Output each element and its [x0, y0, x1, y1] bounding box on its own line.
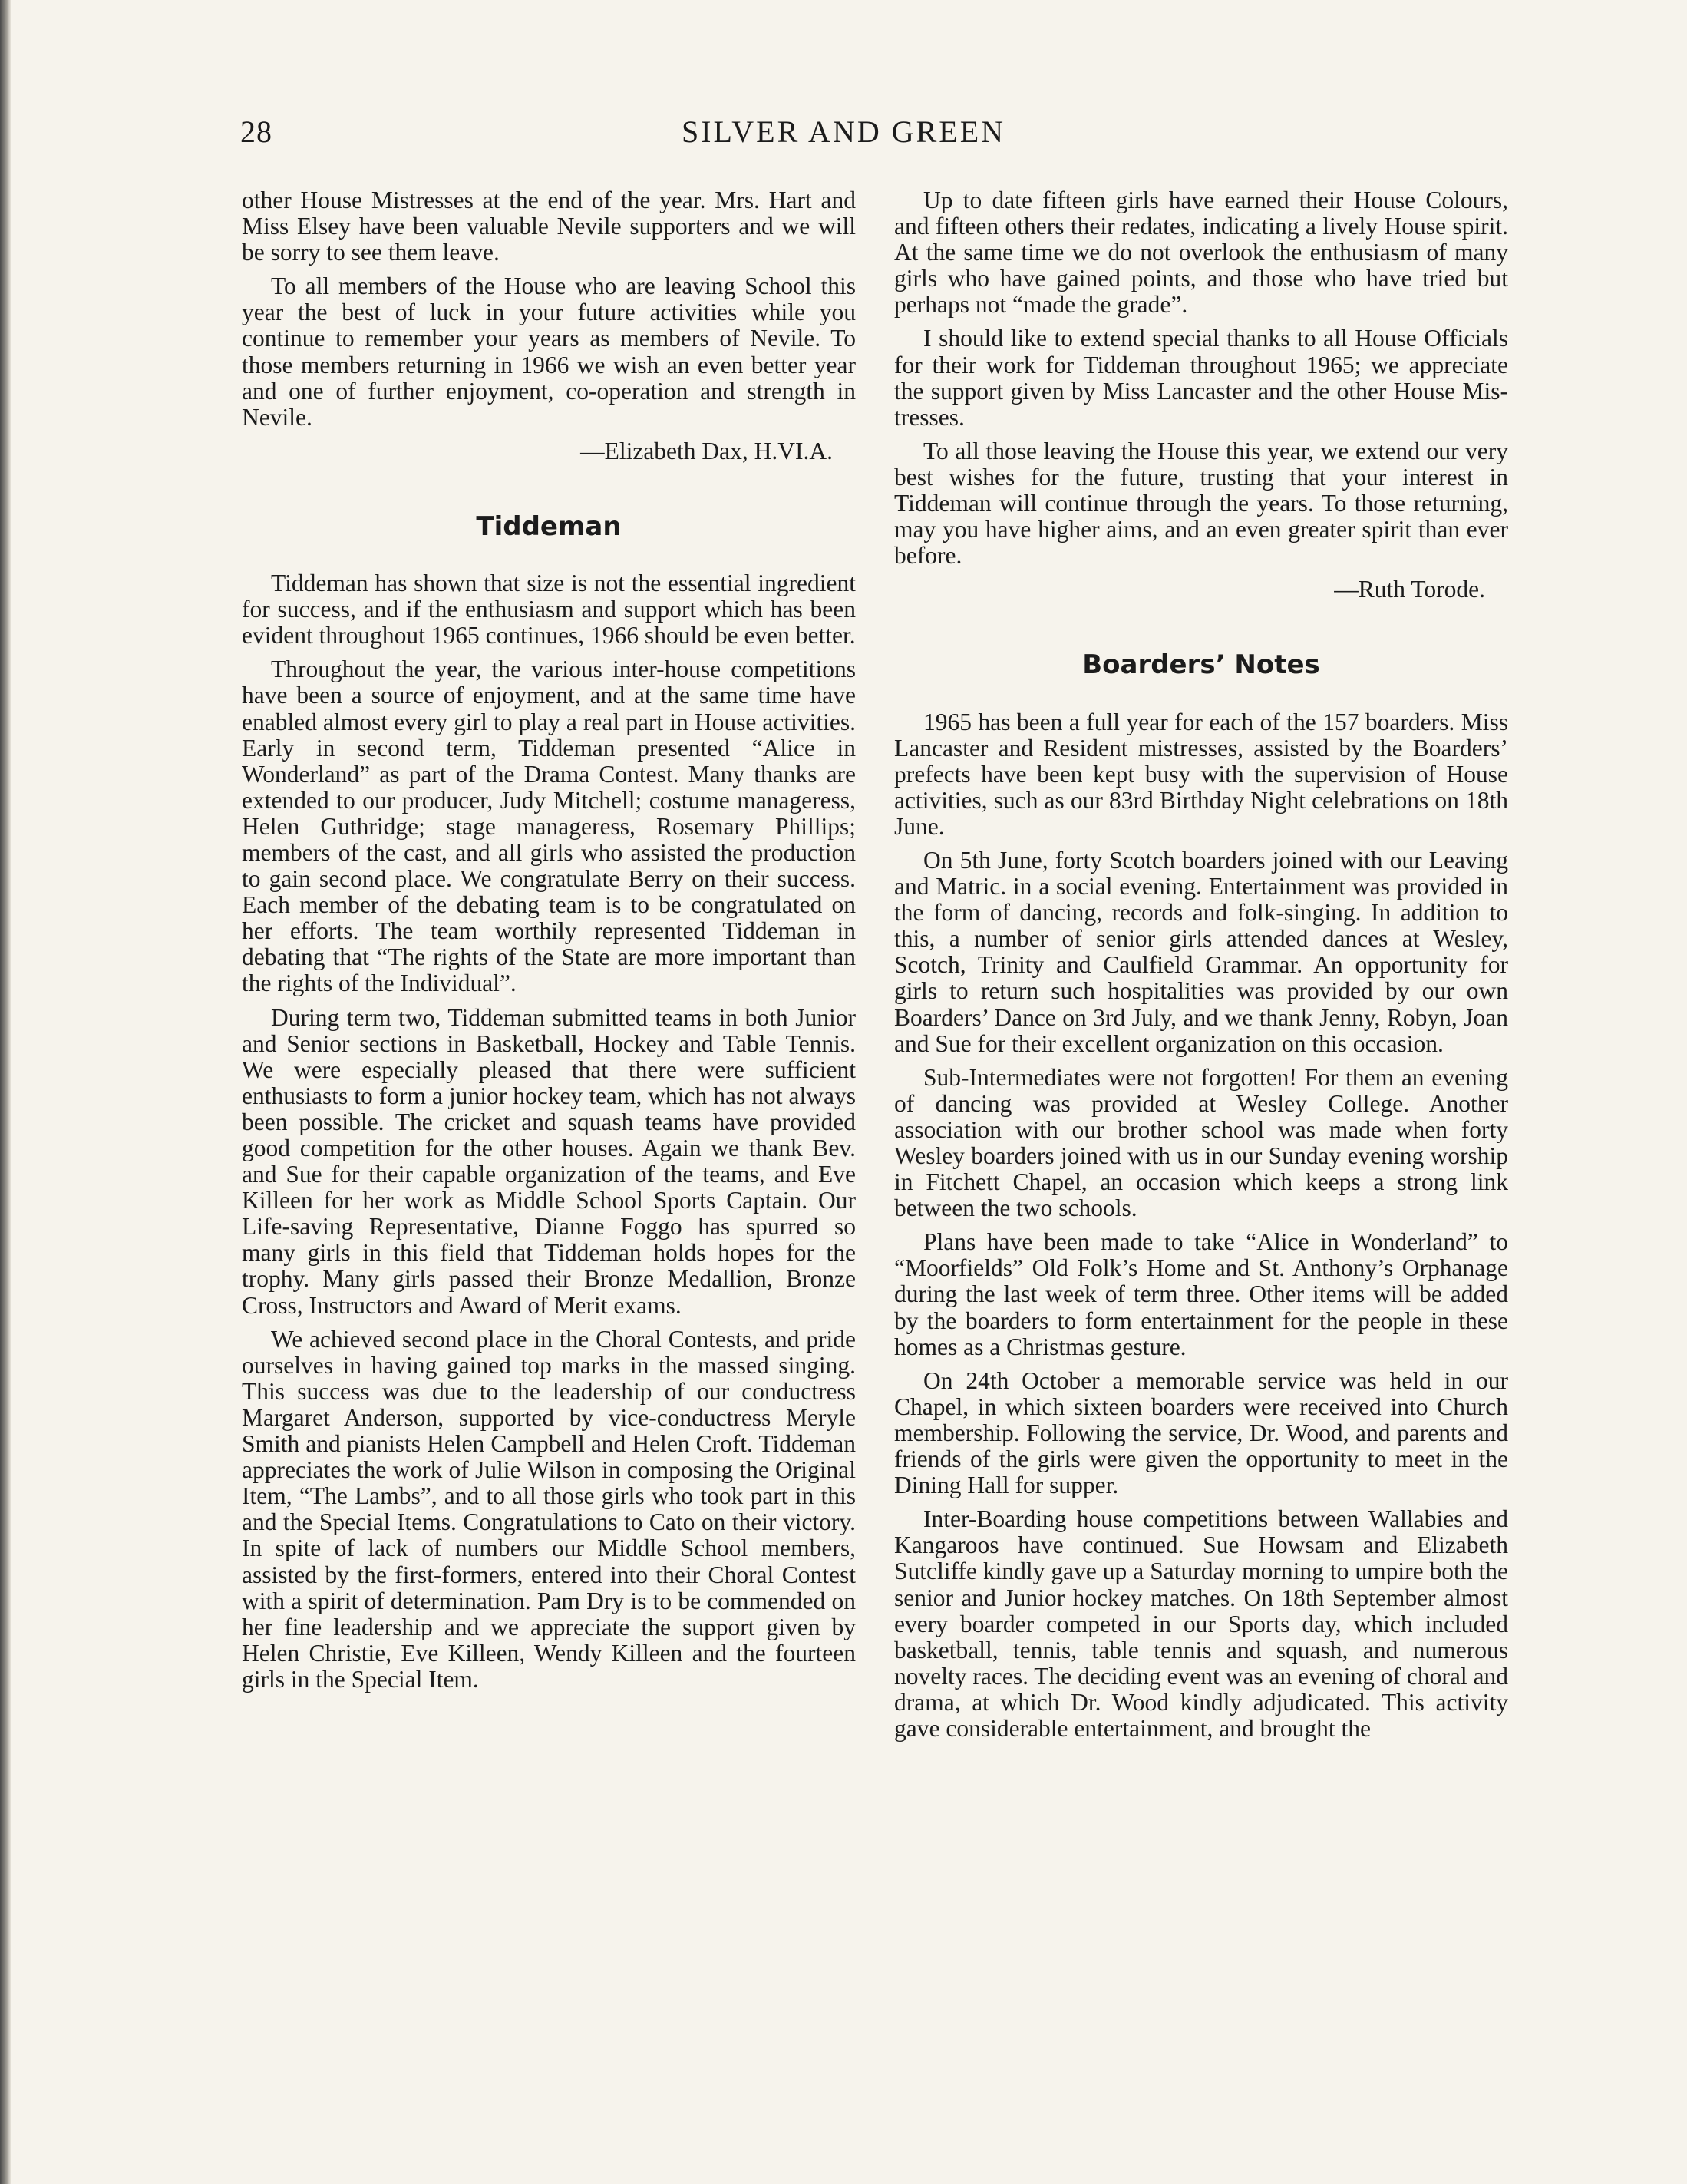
tiddeman-paragraph: Up to date fifteen girls have earned their House Colours, and fifteen others their redates, indicating a lively House spirit. At the same time we do not overlook the enthusiasm of many girls who have gained points, and those who have tried but perhaps not “made the grade”.	[894, 187, 1508, 319]
tiddeman-paragraph: Tiddeman has shown that size is not the essential ingredient for success, and if the enthusiasm and support which has been evident throughout 1965 continues, 1966 should be even better.	[242, 570, 856, 649]
boarders-paragraph: On 5th June, forty Scotch boarders joined with our Leaving and Matric. in a social evening. Entertainment was provided in the form of dancing, records and folk-singing. In addition to this, a number of senior girls attended dances at Wesley, Scotch, Trinity and Caulfield Grammar. An opportunity for girls to return such hospitalities was provided by our own Boarders’ Dance on 3rd July, and we thank Jenny, Robyn, Joan and Sue for their excellent organization on this occasion.	[894, 846, 1508, 1057]
left-column	[242, 187, 856, 1700]
tiddeman-signature: —Ruth Torode.	[1334, 576, 1485, 603]
tiddeman-paragraph: I should like to extend special thanks to all House Officials for their work for Tiddeman throughout 1965; we appreciate the support given by Miss Lancaster and the other House Mistresses.	[894, 325, 1508, 431]
tiddeman-paragraph: During term two, Tiddeman submitted teams in both Junior and Senior sections in Basketball, Hockey and Table Tennis. We were especially pleased that there were sufficient enthusiasts to form a junior hockey team, which has not always been possible. The cricket and squash teams have provided good competition for the other houses. Again we thank Bev. and Sue for their capable organization of the teams, and Eve Killeen for her work as Middle School Sports Captain. Our Life-saving Representative, Dianne Foggo has spurred so many girls in this field that Tiddeman holds hopes for the trophy. Many girls passed their Bronze Medallion, Bronze Cross, Instructors and Award of Merit exams.	[242, 1003, 856, 1319]
nevile-paragraph: To all members of the House who are leaving School this year the best of luck in your future activities while you continue to remember your years as members of Nevile. To those members returning in 1966 we wish an even better year and one of further enjoyment, co-operation and strength in Nevile.	[242, 273, 856, 431]
page-number: 28	[240, 114, 272, 149]
boarders-paragraph: Plans have been made to take “Alice in Wonderland” to “Moorfields” Old Folk’s Home and St. Anthony’s Orphanage during the last week of term three. Other items will be added by the boarders to form entertainment for the people in these homes as a Christmas gesture.	[894, 1228, 1508, 1360]
boarders-paragraph: On 24th October a memorable service was held in our Chapel, in which sixteen boarders were received into Church membership. Following the service, Dr. Wood, and parents and friends of the girls were given the opportunity to meet in the Dining Hall for supper.	[894, 1366, 1508, 1499]
nevile-signature: —Elizabeth Dax, H.VI.A.	[580, 437, 833, 464]
tiddeman-paragraph: To all those leaving the House this year, we extend our very best wishes for the future, trusting that your interest in Tiddeman will continue through the years. To those returning, may you have higher aims, and an even greater spirit than ever before.	[894, 437, 1508, 570]
right-column	[894, 187, 1508, 1750]
tiddeman-paragraph: We achieved second place in the Choral Contests, and pride ourselves in having gained top marks in the massed singing. This success was due to the leadership of our conductress Margaret Anderson, supported by vice-conductress Meryle Smith and pianists Helen Campbell and Helen Croft. Tiddeman appreciates the work of Julie Wilson in composing the Original Item, “The Lambs”, and to all those girls who took part in this and the Special Items. Congratulations to Cato on their victory. In spite of lack of numbers our Middle School members, assisted by the first-formers, entered into their Choral Contest with a spirit of determination. Pam Dry is to be commended on her fine leadership and we appreciate the support given by Helen Christie, Eve Killeen, Wendy Killeen and the fourteen girls in the Special Item.	[242, 1325, 856, 1693]
page-binding-edge	[0, 0, 11, 2184]
boarders-paragraph: Inter-Boarding house competitions between Wallabies and Kangaroos have continued. Sue Howsam and Elizabeth Sutcliffe kindly gave up a Saturday morning to umpire both the senior and Junior hockey matches. On 18th September almost every boarder competed in our Sports day, which included basketball, tennis, table tennis and squash, and numerous novelty races. The deciding event was an evening of choral and drama, at which Dr. Wood kindly adjudicated. This activity gave considerable entertainment, and brought the	[894, 1505, 1508, 1742]
boarders-paragraph: Sub-Intermediates were not forgotten! For them an evening of dancing was provided at Wesley College. Another association with our brother school was made when forty Wesley boarders joined with us in our Sunday evening worship in Fitchett Chapel, an occasion which keeps a strong link between the two schools.	[894, 1063, 1508, 1222]
tiddeman-heading: Tiddeman	[476, 510, 622, 542]
tiddeman-paragraph: Throughout the year, the various inter-house competitions have been a source of enjoyment, and at the same time have enabled almost every girl to play a real part in House activities. Early in second term, Tiddeman presented “Alice in Wonderland” as part of the Drama Contest. Many thanks are extended to our producer, Judy Mitchell; costume manageress, Helen Guthridge; stage manageress, Rosemary Phillips; members of the cast, and all girls who assisted the production to gain second place. We congratulate Berry on their success. Each member of the debating team is to be congratulated on her efforts. The team worthily represented Tiddeman in debating that “The rights of the State are more important than the rights of the Individual”.	[242, 656, 856, 997]
boarders-paragraph: 1965 has been a full year for each of the 157 boarders. Miss Lancaster and Resident mistresses, assisted by the Boarders’ prefects have been kept busy with the supervision of House activities, such as our 83rd Birthday Night celebrations on 18th June.	[894, 708, 1508, 840]
running-title: SILVER AND GREEN	[681, 114, 1006, 149]
boarders-notes-heading: Boarders’ Notes	[1082, 649, 1320, 681]
nevile-paragraph: other House Mistresses at the end of the year. Mrs. Hart and Miss Elsey have been valuable Nevile supporters and we will be sorry to see them leave.	[242, 187, 856, 266]
